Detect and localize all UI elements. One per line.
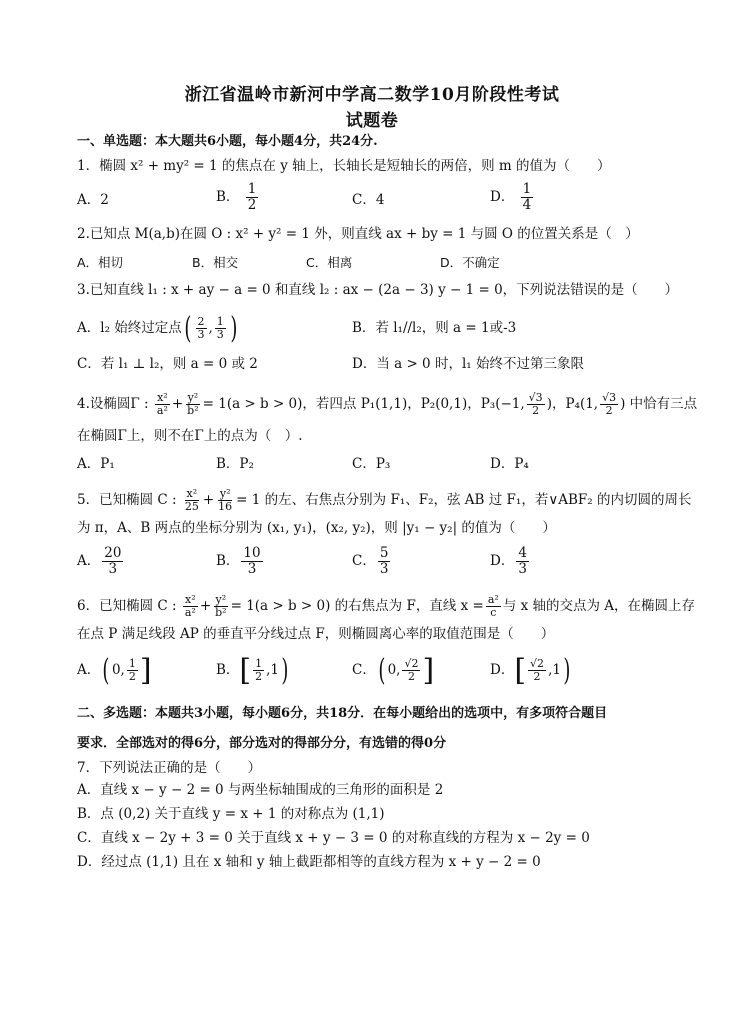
- q3-option-d: D．当 a > 0 时，l₁ 始终不过第三象限: [352, 356, 584, 372]
- q1-option-a: A．2: [77, 192, 109, 208]
- q4-stem-line2: 在椭圆Γ上，则不在Γ上的点为（ ）.: [77, 428, 303, 444]
- q4-option-d: D．P₄: [490, 456, 529, 472]
- q5-option-b: B． $\frac{10}{3}$: [216, 545, 261, 577]
- q7-option-c: C．直线 x − 2y + 3 = 0 关于直线 x + y − 3 = 0 的对称直线的方程为 x − 2y = 0: [77, 830, 590, 846]
- q6-option-d: D．[ $\frac{√2}{2}$ ,1): [490, 652, 571, 688]
- q5-stem-line2: 为 π，A、B 两点的坐标分别为 (x₁, y₁)，(x₂, y₂)，则 |y₁ − y₂| 的值为（ ）: [77, 520, 556, 536]
- exam-subtitle: 试题卷: [345, 111, 399, 131]
- q4-option-c: C．P₃: [352, 456, 391, 472]
- q5-stem: 5．已知椭圆 C : $\frac{\text{x²}}{25}$ + $\frac{\text{y²}}{16}$ = 1 的左、右焦点分别为 F₁、F₂，弦 AB 过 F₁，若∨ABF₂ 的内切圆的周长: [77, 487, 692, 513]
- q6-stem: 6．已知椭圆 C : $\frac{\text{x²}}{\text{a²}}$ + $\frac{\text{y²}}{\text{b²}}$ = 1(a > b > 0) 的右焦点为 F，直线 x = $\frac{\text{a²}}{c}$ 与 x 轴的交点为 A，在椭圆上存: [77, 593, 696, 619]
- q6-option-a: A．( 0, $\frac{1}{2}$ ]: [77, 652, 152, 688]
- q1-option-b: B． $\frac{1}{2}$: [216, 181, 257, 213]
- q7-stem: 7．下列说法正确的是（ ）: [77, 760, 262, 776]
- section1-heading: 一、单选题：本大题共6小题，每小题4分，共24分.: [77, 134, 378, 149]
- q3-option-b: B．若 l₁//l₂，则 a = 1或-3: [352, 320, 517, 336]
- q2-option-d: D．不确定: [440, 255, 500, 270]
- q6-option-c: C．( 0, $\frac{√2}{2}$ ]: [352, 652, 435, 688]
- q1-stem: 1．椭圆 x² + my² = 1 的焦点在 y 轴上，长轴长是短轴长的两倍，则 m 的值为（ ）: [77, 158, 611, 174]
- section2-heading: 二、多选题：本题共3小题，每小题6分，共18分．在每小题给出的选项中，有多项符合题目: [77, 706, 608, 721]
- q5-option-c: C． $\frac{5}{3}$: [352, 545, 389, 577]
- q5-option-a: A． $\frac{20}{3}$: [77, 545, 122, 577]
- q7-option-a: A．直线 x − y − 2 = 0 与两坐标轴围成的三角形的面积是 2: [77, 782, 444, 798]
- q2-option-b: B．相交: [192, 255, 239, 270]
- q3-option-a: A．l₂ 始终过定点( $\frac{2}{3}$ , $\frac{1}{3}$ ): [77, 310, 238, 346]
- q5-option-d: D． $\frac{4}{3}$: [490, 545, 527, 577]
- fraction: $\frac{1}{4}$: [522, 181, 532, 213]
- q6-option-b: B．[ $\frac{1}{2}$ ,1): [216, 652, 289, 688]
- section2-heading-line2: 要求．全部选对的得6分，部分选对的得部分分，有选错的得0分: [77, 736, 447, 751]
- q4-option-b: B．P₂: [216, 456, 254, 472]
- q1-option-c: C．4: [352, 192, 385, 208]
- q2-option-a: A．相切: [77, 255, 124, 270]
- q4-stem: 4.设椭圆Γ : $\frac{\text{x²}}{\text{a²}}$ + $\frac{\text{y²}}{\text{b²}}$ = 1(a > b > 0)，若四点 P₁(1,1)，P₂(0,1)，P₃(−1, $\frac{√3}{2}$ )，P₄(1, $\frac{√3}{2}$ ) 中恰有三点: [77, 391, 698, 417]
- exam-title: 浙江省温岭市新河中学高二数学10月阶段性考试: [184, 85, 560, 105]
- q3-stem: 3.已知直线 l₁ : x + ay − a = 0 和直线 l₂ : ax − (2a − 3) y − 1 = 0，下列说法错误的是（ ）: [77, 282, 679, 298]
- q4-option-a: A．P₁: [77, 456, 115, 472]
- q1-option-d: D． $\frac{1}{4}$: [490, 181, 532, 213]
- q2-option-c: C．相离: [306, 255, 353, 270]
- q2-stem: 2.已知点 M(a,b)在圆 O : x² + y² = 1 外，则直线 ax + by = 1 与圆 O 的位置关系是（ ）: [77, 226, 639, 242]
- q3-option-c: C．若 l₁ ⊥ l₂，则 a = 0 或 2: [77, 356, 258, 372]
- q6-stem-line2: 在点 P 满足线段 AP 的垂直平分线过点 F，则椭圆离心率的取值范围是（ ）: [77, 626, 555, 642]
- q7-option-d: D．经过点 (1,1) 且在 x 轴和 y 轴上截距都相等的直线方程为 x + y − 2 = 0: [77, 854, 541, 870]
- fraction: $\frac{1}{2}$: [247, 181, 257, 213]
- q7-option-b: B．点 (0,2) 关于直线 y = x + 1 的对称点为 (1,1): [77, 806, 385, 822]
